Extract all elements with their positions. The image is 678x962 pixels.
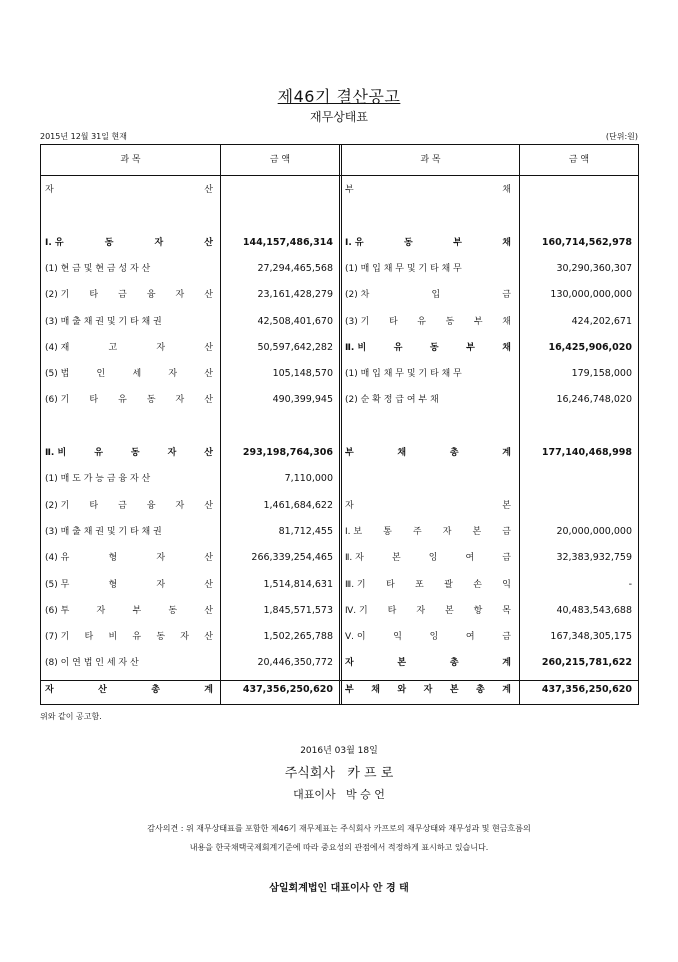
right-account-label <box>345 361 511 387</box>
balance-sheet-table <box>40 144 639 705</box>
account-label-part: 동 <box>156 632 166 643</box>
account-label-part: 와 <box>397 684 407 695</box>
table-row <box>41 230 638 256</box>
left-amount <box>221 414 333 440</box>
account-label-part: 산 <box>204 500 213 511</box>
account-label-part: 유 <box>118 395 127 406</box>
account-label-part: 동 <box>104 237 114 248</box>
account-label-part: 익 <box>502 579 511 590</box>
left-account-label <box>45 493 213 519</box>
left-account-label <box>45 650 213 676</box>
table-row <box>41 466 638 492</box>
account-label-part: (6) 기 <box>45 395 70 406</box>
right-amount <box>520 493 632 519</box>
left-account-label <box>45 598 213 624</box>
account-label-part: 자 <box>175 290 185 301</box>
table-row <box>41 177 638 203</box>
account-label-part: 금 <box>502 290 511 301</box>
account-label-part: Ⅱ. 비 <box>345 342 367 353</box>
left-account-label <box>45 545 213 571</box>
account-label-part: 총 <box>449 658 459 669</box>
account-label-part: (2) 기 <box>45 500 70 511</box>
account-label-part: 형 <box>108 579 118 590</box>
account-label-part: (5) 무 <box>45 579 70 590</box>
account-label-part: 자 <box>168 369 178 380</box>
account-label-part: (6) 투 <box>45 605 70 616</box>
right-amount: - <box>628 578 632 590</box>
account-label-part: Ⅳ. 기 <box>345 605 368 616</box>
account-label-part: 자 <box>96 605 106 616</box>
account-label-part: 금 <box>502 553 511 564</box>
account-label-part: 부 <box>345 448 354 458</box>
header-subject-left: 과 목 <box>120 155 141 165</box>
left-amount: 105,148,570 <box>272 368 333 380</box>
header-subject-right: 과 목 <box>420 155 441 165</box>
account-label-part: 채 <box>502 237 511 248</box>
account-label-part: 타 <box>89 290 99 301</box>
right-amount: 16,246,748,020 <box>556 394 632 406</box>
left-account-label <box>45 309 213 335</box>
account-label-part: (8) 이 연 법 인 세 자 산 <box>45 658 139 669</box>
account-label-part: 동 <box>146 395 156 406</box>
account-label-part: 산 <box>204 395 213 406</box>
account-label-part: (3) 기 <box>345 316 370 327</box>
table-row <box>41 545 638 571</box>
table-row <box>41 650 638 676</box>
right-amount: 40,483,543,688 <box>556 604 632 616</box>
right-account-label <box>345 256 511 282</box>
right-amount: 32,383,932,759 <box>556 552 632 564</box>
left-amount: 1,514,814,631 <box>263 578 333 590</box>
table-row <box>41 493 638 519</box>
account-label-part: 금 <box>118 500 127 511</box>
right-account-label <box>345 335 511 361</box>
account-label-part: 자 <box>442 526 452 537</box>
account-label-part: 본 <box>502 500 511 511</box>
right-amount: 179,158,000 <box>571 368 632 380</box>
account-label-part: 계 <box>204 684 213 695</box>
left-amount: 42,508,401,670 <box>257 315 333 327</box>
account-label-part: 자 <box>345 500 354 511</box>
account-label-part: 본 <box>449 684 459 695</box>
account-label-part: 산 <box>204 579 213 590</box>
account-label-part: 자 <box>156 579 166 590</box>
account-label-part: 여 <box>465 553 475 564</box>
left-amount: 50,597,642,282 <box>257 341 333 353</box>
account-label-part: Ⅰ. 유 <box>345 237 364 248</box>
account-label-part: 산 <box>204 605 213 616</box>
left-amount: 81,712,455 <box>278 525 333 537</box>
account-label-part: (1) 매 도 가 능 금 융 자 산 <box>45 474 151 485</box>
account-label-part: Ⅲ. 기 <box>345 579 366 590</box>
account-label-part: 세 <box>132 369 142 380</box>
left-amount: 1,461,684,622 <box>263 499 333 511</box>
account-label-part: 유 <box>132 632 142 643</box>
account-label-part: 입 <box>431 290 441 301</box>
account-label-part: 채 <box>502 316 511 327</box>
account-label-part: 금 <box>502 526 511 537</box>
account-label-part: 자 <box>45 185 54 195</box>
right-amount <box>520 414 632 440</box>
account-label-part: (4) 재 <box>45 342 70 353</box>
left-amount: 490,399,945 <box>272 394 333 406</box>
table-row <box>41 624 638 650</box>
left-account-label <box>45 256 213 282</box>
account-label-part: 본 <box>472 526 482 537</box>
account-label-part: 통 <box>383 526 392 537</box>
left-account-label <box>45 414 213 440</box>
account-label-part: 동 <box>445 316 455 327</box>
right-account-label <box>345 177 511 203</box>
header-amount-left: 금 액 <box>269 155 291 165</box>
account-label-part: 본 <box>397 658 407 669</box>
left-account-label <box>45 440 213 466</box>
left-amount: 23,161,428,279 <box>257 289 333 301</box>
account-label-part: 융 <box>146 290 156 301</box>
right-account-label <box>345 519 511 545</box>
account-label-part: 금 <box>502 632 511 643</box>
account-label-part: 부 <box>345 185 354 195</box>
account-label-part: Ⅱ. 자 <box>345 553 364 564</box>
right-account-label <box>345 572 511 598</box>
right-account-label <box>345 309 511 335</box>
account-label-part: 채 <box>397 448 407 458</box>
account-label-part: 괄 <box>444 579 453 590</box>
account-label-part: 부 <box>473 316 483 327</box>
right-account-label <box>345 414 511 440</box>
left-account-label <box>45 387 213 413</box>
right-account-label <box>345 493 511 519</box>
account-label-part: 타 <box>84 632 94 643</box>
account-label-part: 여 <box>465 632 475 643</box>
account-label-part: (3) 매 출 채 권 및 기 타 채 권 <box>45 526 162 537</box>
audit-opinion-line-2: 내용을 한국채택국제회계기준에 따라 중요성의 관점에서 적정하게 표시하고 있습니다. <box>189 843 489 852</box>
right-amount: 167,348,305,175 <box>550 631 632 643</box>
account-label-part: 타 <box>388 316 398 327</box>
account-label-part: 부 <box>453 237 462 248</box>
right-account-label <box>345 203 511 229</box>
table-row <box>41 361 638 387</box>
left-account-label <box>45 466 213 492</box>
right-account-label <box>345 624 511 650</box>
account-label-part: 고 <box>108 342 118 353</box>
account-label-part: Ⅰ. 유 <box>45 237 64 248</box>
account-label-part: 타 <box>385 579 395 590</box>
table-row <box>41 677 638 703</box>
account-label-part: 산 <box>204 342 213 353</box>
account-label-part: 자 <box>45 684 54 695</box>
account-label-part: 타 <box>89 395 99 406</box>
left-account-label <box>45 624 213 650</box>
account-label-part: 비 <box>108 632 118 643</box>
account-label-part: (7) 기 <box>45 632 70 643</box>
account-label-part: 동 <box>429 342 439 353</box>
account-label-part: 인 <box>96 369 106 380</box>
account-label-part: 채 <box>502 342 511 353</box>
account-label-part: 잉 <box>428 553 438 564</box>
auditor-signature: 삼일회계법인 대표이사 안 경 태 <box>269 883 409 894</box>
left-account-label <box>45 335 213 361</box>
unit-label: (단위:원) <box>605 132 638 141</box>
account-label-part: 융 <box>146 500 156 511</box>
account-label-part: (4) 유 <box>45 553 70 564</box>
right-amount: 424,202,671 <box>571 315 632 327</box>
right-account-label <box>345 387 511 413</box>
table-row <box>41 598 638 624</box>
account-label-part: Ⅴ. 이 <box>345 632 366 643</box>
account-label-part: 자 <box>154 237 164 248</box>
left-account-label <box>45 677 213 703</box>
account-label-part: 부 <box>466 342 475 353</box>
account-label-part: 유 <box>94 448 103 458</box>
account-label-part: 포 <box>415 579 424 590</box>
table-row <box>41 256 638 282</box>
right-account-label <box>345 677 511 703</box>
account-label-part: 자 <box>156 553 166 564</box>
statement-date: 2015년 12월 31일 현재 <box>40 132 127 141</box>
account-label-part: (2) 기 <box>45 290 70 301</box>
account-label-part: 동 <box>404 237 413 248</box>
account-label-part: 잉 <box>429 632 439 643</box>
table-row <box>41 519 638 545</box>
table-row <box>41 572 638 598</box>
account-label-part: Ⅰ. 보 <box>345 526 363 537</box>
account-label-part: 계 <box>502 684 511 695</box>
right-amount: 260,215,781,622 <box>541 657 632 669</box>
table-row <box>41 335 638 361</box>
account-label-part: 산 <box>204 185 213 195</box>
header-divider <box>41 175 638 176</box>
account-label-part: 부 <box>345 684 354 695</box>
left-account-label <box>45 519 213 545</box>
account-label-part: 익 <box>393 632 402 643</box>
account-label-part: 자 <box>345 658 354 669</box>
left-account-label <box>45 230 213 256</box>
account-label-part: 동 <box>130 448 140 458</box>
account-label-part: 채 <box>502 185 511 195</box>
account-label-part: 형 <box>108 553 118 564</box>
left-amount: 1,502,265,788 <box>263 631 333 643</box>
left-amount: 266,339,254,465 <box>251 552 333 564</box>
account-label-part: 타 <box>387 605 397 616</box>
account-label-part: 산 <box>98 684 107 695</box>
announcement-note: 위와 같이 공고함. <box>40 712 102 721</box>
right-amount <box>520 466 632 492</box>
statement-title: 재무상태표 <box>310 110 368 124</box>
account-label-part: 타 <box>89 500 99 511</box>
account-label-part: 산 <box>204 632 213 643</box>
announcement-title: 제46기 결산공고 <box>277 87 401 106</box>
account-label-part: 산 <box>204 369 213 380</box>
account-label-part: 유 <box>393 342 403 353</box>
left-amount: 293,198,764,306 <box>242 447 333 458</box>
account-label-part: (1) 매 입 채 무 및 기 타 채 무 <box>345 369 462 380</box>
account-label-part: 산 <box>204 448 213 458</box>
left-amount: 20,446,350,772 <box>257 657 333 669</box>
left-amount: 27,294,465,568 <box>257 262 333 274</box>
account-label-part: 자 <box>167 448 177 458</box>
account-label-part: (2) 차 <box>345 290 370 301</box>
account-label-part: 본 <box>391 553 401 564</box>
account-label-part: 계 <box>502 448 511 458</box>
account-label-part: (1) 현 금 및 현 금 성 자 산 <box>45 263 151 274</box>
account-label-part: 부 <box>132 605 142 616</box>
account-label-part: Ⅱ. 비 <box>45 448 67 458</box>
account-label-part: 주 <box>412 526 422 537</box>
right-amount: 20,000,000,000 <box>556 525 632 537</box>
table-row <box>41 309 638 335</box>
left-account-label <box>45 361 213 387</box>
left-amount: 7,110,000 <box>284 473 333 485</box>
account-label-part: 계 <box>502 658 511 669</box>
right-account-label <box>345 282 511 308</box>
account-label-part: 채 <box>371 684 380 695</box>
account-label-part: 총 <box>151 684 160 695</box>
account-label-part: 자 <box>156 342 166 353</box>
right-account-label <box>345 598 511 624</box>
right-amount: 30,290,360,307 <box>556 262 632 274</box>
left-account-label <box>45 177 213 203</box>
account-label-part: 자 <box>423 684 433 695</box>
right-account-label <box>345 545 511 571</box>
right-account-label <box>345 650 511 676</box>
right-amount: 16,425,906,020 <box>548 341 632 353</box>
account-label-part: 산 <box>204 290 213 301</box>
right-account-label <box>345 466 511 492</box>
account-label-part: 금 <box>118 290 127 301</box>
right-amount: 177,140,468,998 <box>541 447 632 458</box>
table-row <box>41 203 638 229</box>
account-label-part: 총 <box>449 448 459 458</box>
account-label-part: 총 <box>476 684 485 695</box>
left-amount <box>221 177 333 203</box>
account-label-part: (1) 매 입 채 무 및 기 타 채 무 <box>345 263 462 274</box>
account-label-part: (2) 순 확 정 급 여 부 채 <box>345 395 439 406</box>
account-label-part: 손 <box>473 579 482 590</box>
table-row <box>41 440 638 466</box>
account-label-part: 산 <box>204 237 213 248</box>
account-label-part: (3) 매 출 채 권 및 기 타 채 권 <box>45 316 162 327</box>
account-label-part: 자 <box>416 605 426 616</box>
account-label-part: (5) 법 <box>45 369 70 380</box>
left-account-label <box>45 572 213 598</box>
account-label-part: 산 <box>204 553 213 564</box>
left-account-label <box>45 282 213 308</box>
account-label-part: 본 <box>444 605 454 616</box>
account-label-part: 자 <box>175 500 185 511</box>
account-label-part: 자 <box>175 395 185 406</box>
account-label-part: 동 <box>168 605 178 616</box>
table-row <box>41 387 638 413</box>
right-amount <box>520 203 632 229</box>
account-label-part: 목 <box>502 605 511 616</box>
right-account-label <box>345 230 511 256</box>
account-label-part: 항 <box>473 605 483 616</box>
right-amount: 160,714,562,978 <box>541 236 632 248</box>
account-label-part: 자 <box>180 632 189 643</box>
header-amount-right: 금 액 <box>568 155 590 165</box>
right-account-label <box>345 440 511 466</box>
account-label-part: 유 <box>417 316 426 327</box>
left-account-label <box>45 203 213 229</box>
left-amount: 1,845,571,573 <box>263 604 333 616</box>
audit-opinion-line-1: 감사의견 : 위 재무상태표를 포함한 제46기 재무제표는 주식회사 카프로의 재무상태와 재무성과 및 현금흐름의 <box>147 824 531 833</box>
left-amount: 144,157,486,314 <box>242 236 333 248</box>
table-row <box>41 414 638 440</box>
right-amount <box>520 177 632 203</box>
table-row <box>41 282 638 308</box>
left-amount: 437,356,250,620 <box>242 683 333 695</box>
ceo-name: 대표이사 박 승 언 <box>293 788 385 801</box>
right-amount: 130,000,000,000 <box>550 289 632 301</box>
left-amount <box>221 203 333 229</box>
company-name: 주식회사 카 프 로 <box>284 766 394 781</box>
right-amount: 437,356,250,620 <box>541 683 632 695</box>
publish-date: 2016년 03월 18일 <box>300 746 378 756</box>
